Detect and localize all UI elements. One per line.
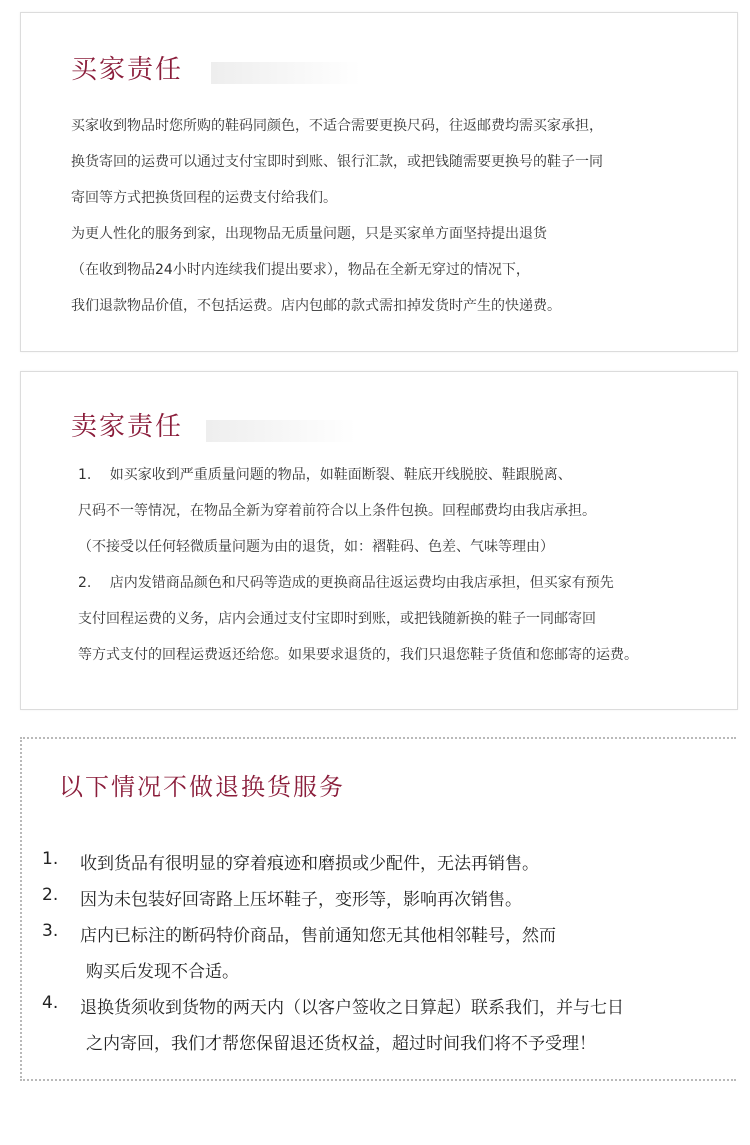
no-return-item: 收到货品有很明显的穿着痕迹和磨损或少配件，无法再销售。 bbox=[80, 854, 539, 874]
buyer-line: 买家收到物品时您所购的鞋码同颜色，不适合需要更换尺码，往返邮费均需买家承担， bbox=[71, 118, 603, 134]
seller-line: 1. 如买家收到严重质量问题的物品，如鞋面断裂、鞋底开线脱胶、鞋跟脱离、 bbox=[78, 467, 572, 483]
item-number: 1. bbox=[42, 849, 59, 869]
buyer-line: 为更人性化的服务到家，出现物品无质量问题，只是买家单方面坚持提出退货 bbox=[71, 226, 547, 242]
no-return-item: 店内已标注的断码特价商品，售前通知您无其他相邻鞋号，然而 bbox=[80, 926, 556, 946]
buyer-line: 寄回等方式把换货回程的运费支付给我们。 bbox=[71, 190, 337, 206]
seller-line: 支付回程运费的义务，店内会通过支付宝即时到账，或把钱随新换的鞋子一同邮寄回 bbox=[78, 611, 596, 627]
title-decoration bbox=[206, 420, 356, 442]
title-decoration bbox=[211, 62, 361, 84]
seller-line: 尺码不一等情况，在物品全新为穿着前符合以上条件包换。回程邮费均由我店承担。 bbox=[78, 503, 596, 519]
seller-line: 等方式支付的回程运费返还给您。如果要求退货的，我们只退您鞋子货值和您邮寄的运费。 bbox=[78, 647, 638, 663]
item-number: 3. bbox=[42, 921, 59, 941]
no-return-item-continuation: 之内寄回，我们才帮您保留退还货权益，超过时间我们将不予受理！ bbox=[86, 1034, 596, 1054]
buyer-line: （在收到物品24小时内连续我们提出要求），物品在全新无穿过的情况下， bbox=[71, 262, 530, 278]
buyer-responsibility-panel bbox=[20, 12, 738, 352]
item-number: 4. bbox=[42, 993, 59, 1013]
buyer-responsibility-title: 买家责任 bbox=[71, 55, 184, 85]
no-return-item-continuation: 购买后发现不合适。 bbox=[86, 962, 239, 982]
no-return-item: 因为未包装好回寄路上压坏鞋子，变形等，影响再次销售。 bbox=[80, 890, 522, 910]
no-return-item: 退换货须收到货物的两天内（以客户签收之日算起）联系我们，并与七日 bbox=[80, 998, 624, 1018]
no-return-title: 以下情况不做退换货服务 bbox=[59, 773, 345, 801]
seller-line: 2. 店内发错商品颜色和尺码等造成的更换商品往返运费均由我店承担，但买家有预先 bbox=[78, 575, 614, 591]
buyer-line: 我们退款物品价值，不包括运费。店内包邮的款式需扣掉发货时产生的快递费。 bbox=[71, 298, 561, 314]
seller-responsibility-panel bbox=[20, 371, 738, 710]
no-return-panel bbox=[20, 737, 736, 1081]
item-number: 2. bbox=[42, 885, 59, 905]
buyer-line: 换货寄回的运费可以通过支付宝即时到账、银行汇款，或把钱随需要更换号的鞋子一同 bbox=[71, 154, 603, 170]
seller-responsibility-title: 卖家责任 bbox=[71, 412, 184, 442]
seller-line: （不接受以任何轻微质量问题为由的退货，如：褶鞋码、色差、气味等理由） bbox=[78, 539, 554, 555]
